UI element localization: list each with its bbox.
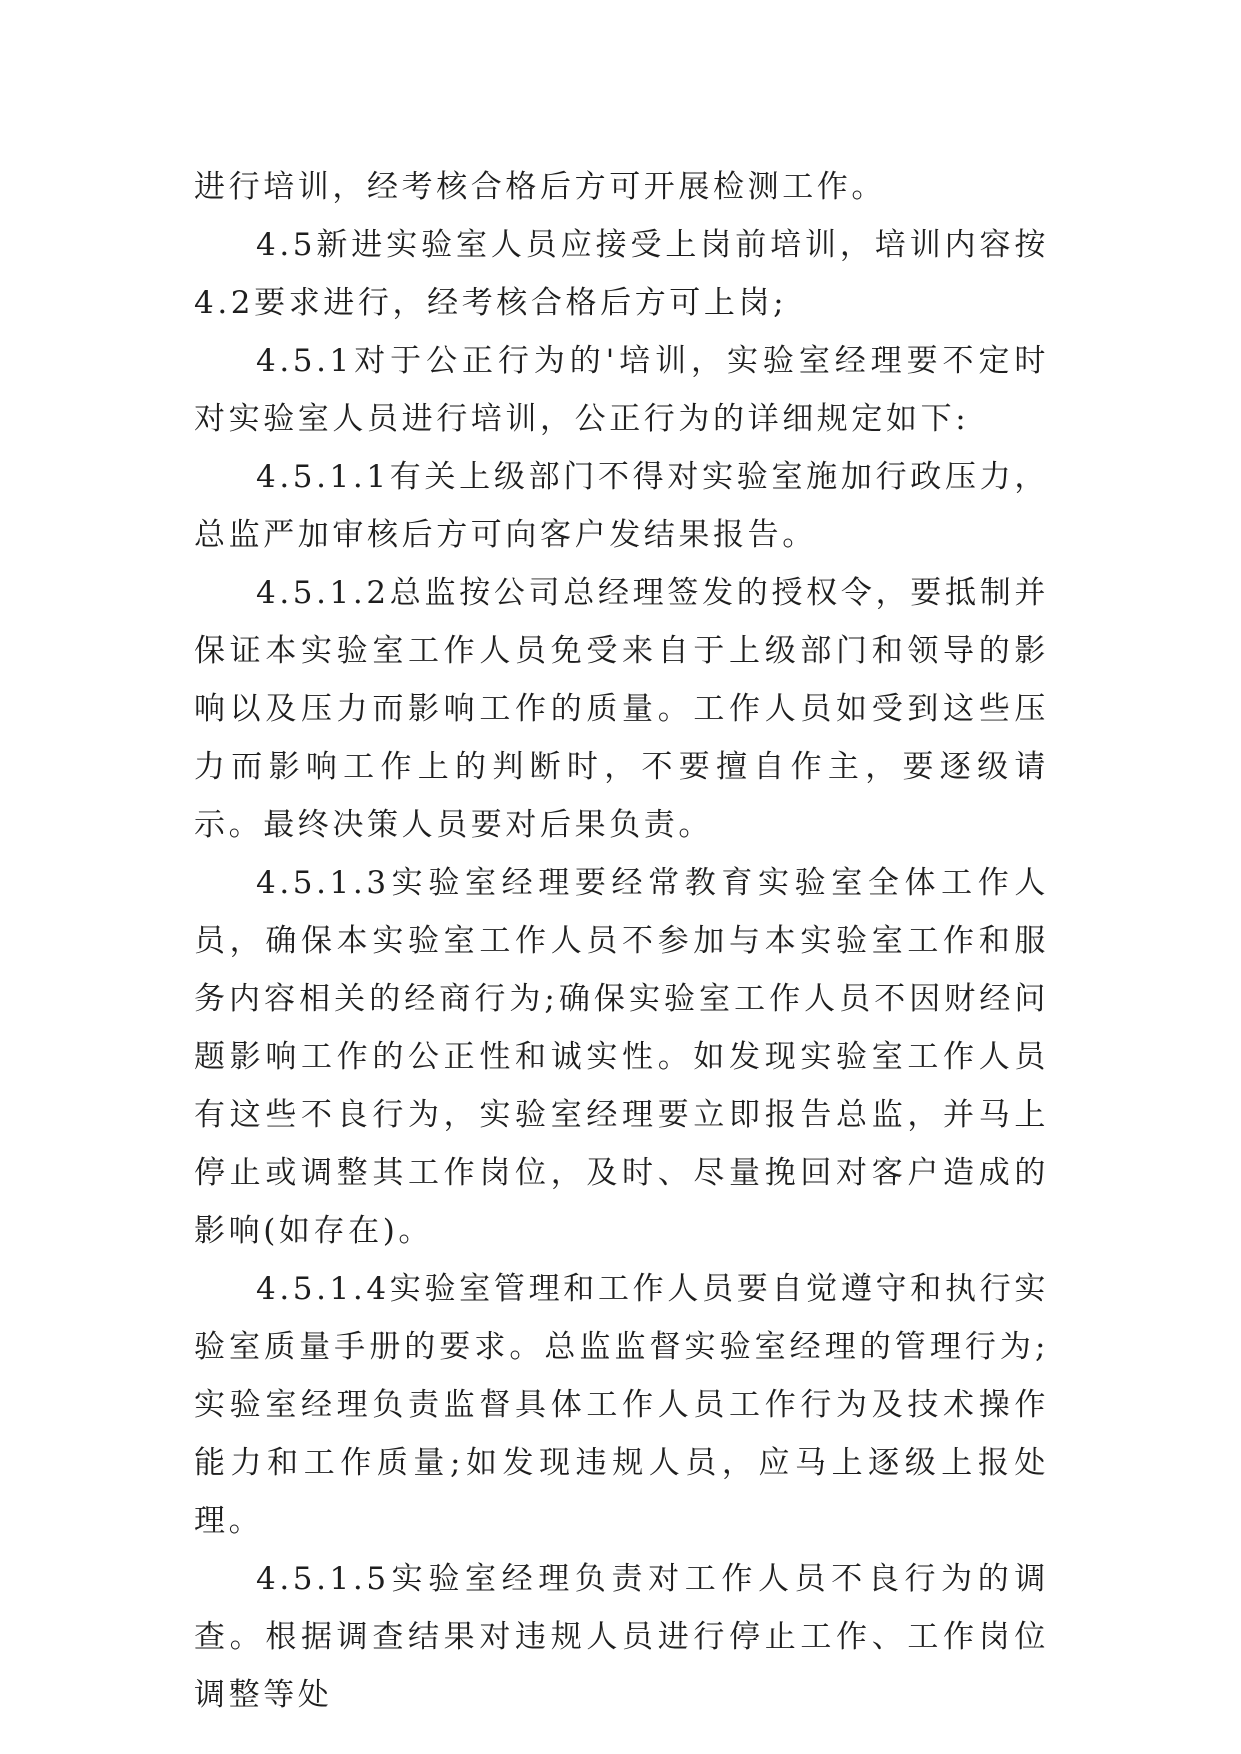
document-body	[194, 158, 1049, 1724]
paragraph-4-5-1: 4.5.1对于公正行为的'培训，实验室经理要不定时对实验室人员进行培训，公正行为的详细规定如下:	[194, 343, 1049, 437]
paragraph-4-5-1-3: 4.5.1.3实验室经理要经常教育实验室全体工作人员，确保本实验室工作人员不参加与本实验室工作和服务内容相关的经商行为;确保实验室工作人员不因财经问题影响工作的公正性和诚实性。如发现实验室工作人员有这些不良行为，实验室经理要立即报告总监，并马上停止或调整其工作岗位，及时、尽量挽回对客户造成的影响(如存在)。	[194, 865, 1049, 1249]
paragraph-4-5: 4.5新进实验室人员应接受上岗前培训，培训内容按4.2要求进行，经考核合格后方可上岗;	[194, 227, 1049, 321]
paragraph-4-5-1-5: 4.5.1.5实验室经理负责对工作人员不良行为的调查。根据调查结果对违规人员进行停止工作、工作岗位调整等处	[194, 1561, 1049, 1713]
paragraph-4-5-1-2: 4.5.1.2总监按公司总经理签发的授权令，要抵制并保证本实验室工作人员免受来自于上级部门和领导的影响以及压力而影响工作的质量。工作人员如受到这些压力而影响工作上的判断时，不要擅自作主，要逐级请示。最终决策人员要对后果负责。	[194, 575, 1049, 843]
paragraph-4-5-1-4: 4.5.1.4实验室管理和工作人员要自觉遵守和执行实验室质量手册的要求。总监监督实验室经理的管理行为;实验室经理负责监督具体工作人员工作行为及技术操作能力和工作质量;如发现违规人员，应马上逐级上报处理。	[194, 1271, 1049, 1539]
paragraph-continuation: 进行培训，经考核合格后方可开展检测工作。	[194, 169, 886, 205]
paragraph-4-5-1-1: 4.5.1.1有关上级部门不得对实验室施加行政压力，总监严加审核后方可向客户发结果报告。	[194, 459, 1049, 553]
